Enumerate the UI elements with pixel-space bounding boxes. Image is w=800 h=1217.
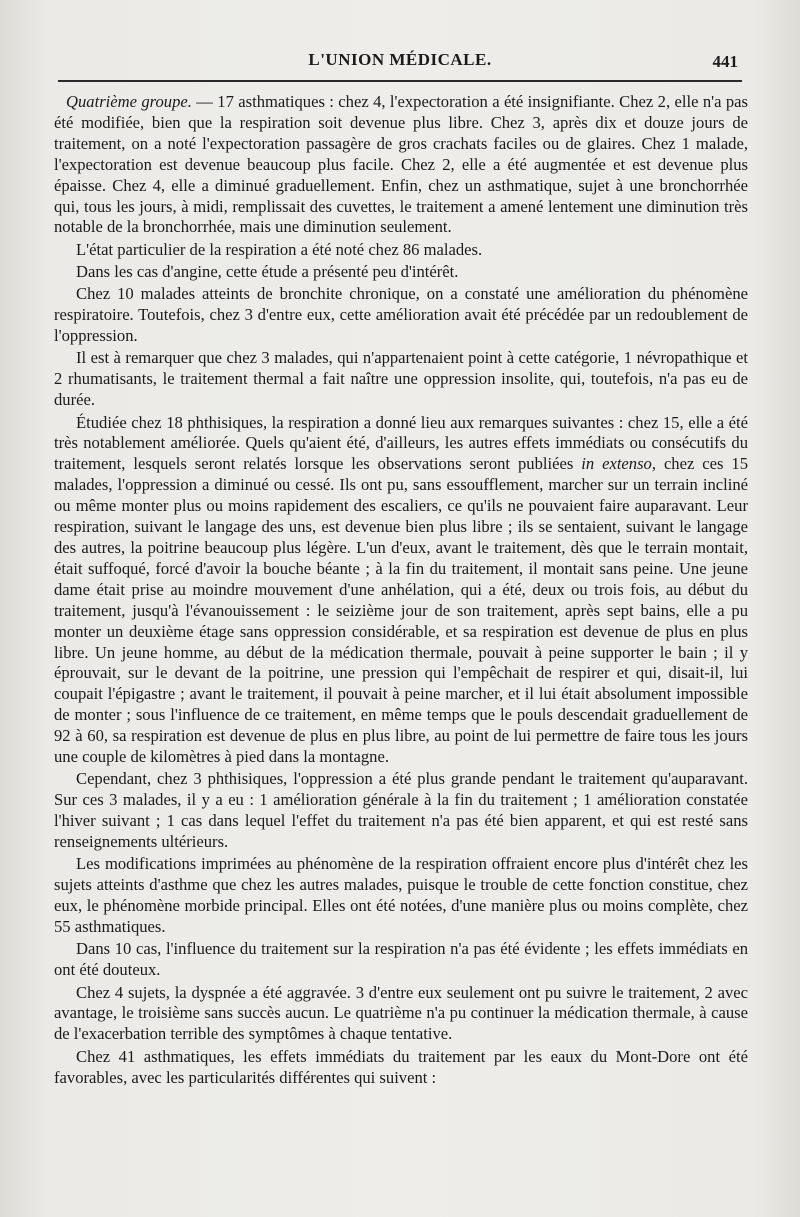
- paragraph-text: Dans les cas d'angine, cette étude a présenté peu d'intérêt.: [76, 262, 459, 282]
- paragraph: [54, 1047, 748, 1089]
- header-rule: [58, 80, 742, 82]
- paragraph-text: Dans 10 cas, l'influence du traitement sur la respiration n'a pas été évidente ; les effets immédiats en ont été douteux.: [54, 939, 748, 980]
- paragraph: [54, 348, 748, 411]
- paragraph-text: — 17 asthmatiques : chez 4, l'expectoration a été insignifiante. Chez 2, elle n'a pas été modifiée, bien que la respiration soit devenue plus libre. Chez 3, après dix et douze jours de traitement, on a noté l'expectoration passagère de gros crachats faciles ou de glaires. Chez 1 malade, l'expectoration est devenue beaucoup plus facile. Chez 2, elle a été augmentée et est devenue plus épaisse. Chez 4, elle a diminué graduellement. Enfin, chez un asthmatique, sujet à une bronchorrhée qui, tous les jours, à midi, remplissait des cuvettes, le traitement a amené lentement une diminution très notable de la bronchorrhée, mais une diminution seulement.: [54, 92, 748, 237]
- emphasis-text: in extenso,: [581, 454, 656, 474]
- running-title: L'UNION MÉDICALE.: [308, 50, 492, 69]
- paragraph: [54, 854, 748, 938]
- paragraph-text: Cependant, chez 3 phthisiques, l'oppression a été plus grande pendant le traitement qu'auparavant. Sur ces 3 malades, il y a eu : 1 amélioration générale à la fin du traitement ; 1 amélioration constatée l'hiver suivant ; 1 cas dans lequel l'effet du traitement n'a pas été bien apparent, et qui est resté sans renseignements ultérieurs.: [54, 769, 748, 852]
- paragraph-text: Les modifications imprimées au phénomène de la respiration offraient encore plus d'intérêt chez les sujets atteints d'asthme que chez les autres malades, puisque le trouble de cette fonction constitue, chez eux, le phénomène morbide principal. Elles ont été notées, d'une manière plus ou moins complète, chez 55 asthmatiques.: [54, 854, 748, 937]
- paragraph: [54, 262, 748, 283]
- paragraph: [54, 413, 748, 768]
- paragraph-text: Chez 41 asthmatiques, les effets immédiats du traitement par les eaux du Mont-Dore ont été favorables, avec les particularités différentes qui suivent :: [54, 1046, 748, 1087]
- paragraph-text: Chez 10 malades atteints de bronchite chronique, on a constaté une amélioration du phénomène respiratoire. Toutefois, chez 3 d'entre eux, cette amélioration avait été précédée par un redoublement de l'oppression.: [54, 284, 748, 346]
- paragraph: [54, 284, 748, 347]
- group-label: Quatrième groupe.: [66, 92, 192, 111]
- paragraph: [54, 240, 748, 261]
- body-text: [54, 92, 748, 1090]
- page-header: [60, 46, 740, 76]
- paragraph-text: chez ces 15 malades, l'oppression a diminué ou cessé. Ils ont pu, sans essoufflement, marcher sur un terrain incliné ou même monter plus ou moins rapidement des escaliers, ce qu'ils ne pouvaient faire auparavant. Leur respiration, suivant le langage des uns, est devenue bien plus libre ; ils se sentaient, suivant le langage des autres, la poitrine beaucoup plus légère. L'un d'eux, avant le traitement, dès que le terrain montait, était suffoqué, forcé d'avoir la bouche béante ; à la fin du traitement, il montait sans peine. Une jeune dame était prise au moindre mouvement d'une anhélation, qui a été, deux ou trois fois, au début du traitement, jusqu'à l'évanouissement : le seizième jour de son traitement, après sept bains, elle a pu monter un deuxième étage sans oppression considérable, et sa respiration est devenue de plus en plus libre. Un jeune homme, au début de la médication thermale, pouvait à peine supporter le bain ; il y éprouvait, sur le devant de la poitrine, une pression qui l'empêchait de respirer et qui, disait-il, lui coupait l'épigastre ; avant le traitement, il pouvait à peine marcher, et il lui était absolument impossible de monter ; sous l'influence de ce traitement, en même temps que le pouls descendait graduellement de 92 à 60, sa respiration est devenue de plus en plus libre, au point de lui permettre de faire tous les jours une couple de kilomètres à pied dans la montagne.: [54, 454, 749, 767]
- paragraph-text: L'état particulier de la respiration a été noté chez 86 malades.: [76, 239, 483, 259]
- paragraph-text: Étudiée chez 18 phthisiques, la respiration a donné lieu aux remarques suivantes : chez 15, elle a été très notablement améliorée. Quels qu'aient été, d'ailleurs, les autres effets immédiats ou consécutifs du traitement, lesquels seront relatés lorsque les observations seront publiées: [54, 412, 748, 474]
- page-number: 441: [712, 52, 738, 71]
- paragraph: [54, 939, 748, 981]
- paragraph-text: Il est à remarquer que chez 3 malades, qui n'appartenaient point à cette catégorie, 1 névropathique et 2 rhumatisants, le traitement thermal a fait naître une oppression insolite, qui, toutefois, n'a pas eu de durée.: [54, 348, 748, 410]
- paragraph: [54, 769, 748, 853]
- paragraph: [54, 92, 748, 238]
- paragraph-text: Chez 4 sujets, la dyspnée a été aggravée. 3 d'entre eux seulement ont pu suivre le traitement, 2 avec avantage, le troisième sans succès aucun. Le quatrième n'a pu continuer la médication thermale, à cause de l'exacerbation terrible des symptômes à chaque tentative.: [54, 982, 748, 1044]
- paragraph: [54, 983, 748, 1046]
